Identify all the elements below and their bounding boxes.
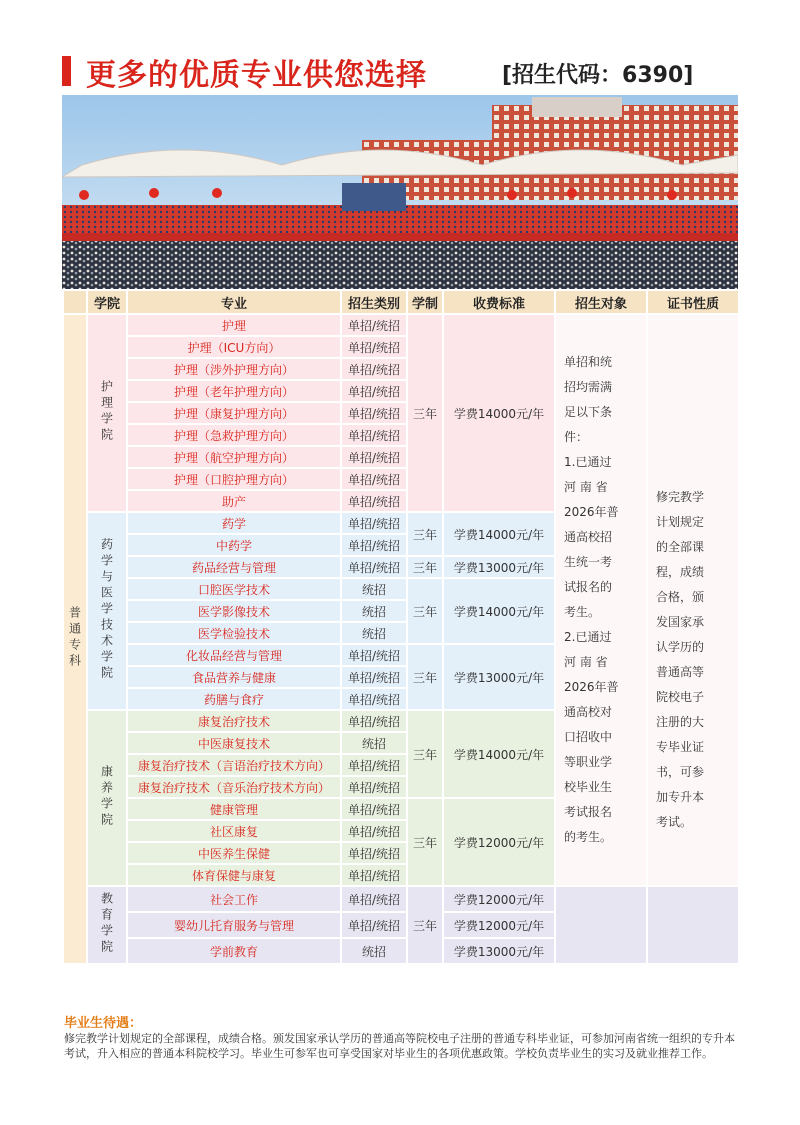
major-name: 学前教育 xyxy=(127,938,341,964)
major-name: 护理（ICU方向） xyxy=(127,336,341,358)
category: 统招 xyxy=(341,938,407,964)
duration-cell: 三年 xyxy=(407,512,443,556)
duration-cell: 三年 xyxy=(407,886,443,964)
category: 单招/统招 xyxy=(341,864,407,886)
page-header xyxy=(62,50,742,94)
fee-cell: 学费12000元/年 xyxy=(443,798,555,886)
col-header-college: 学院 xyxy=(87,290,127,314)
major-name: 药膳与食疗 xyxy=(127,688,341,710)
fee-cell: 学费12000元/年 xyxy=(443,912,555,938)
major-name: 口腔医学技术 xyxy=(127,578,341,600)
col-header-certificate: 证书性质 xyxy=(647,290,739,314)
fee-cell: 学费13000元/年 xyxy=(443,644,555,710)
category: 单招/统招 xyxy=(341,446,407,468)
target-cell xyxy=(555,314,647,886)
target-text: 单招和统 招均需满 足以下条 件： 1.已通过 河 南 省 2026年普 通高校招 生统一考 试报名的 考生。 2.已通过 河 南 省 2026年普 通高校对 口招收中 等职业学 校毕业生 考试报名 的考生。 xyxy=(564,355,619,844)
college-cell-nursing: 护理学院 xyxy=(87,314,127,512)
major-name: 药品经营与管理 xyxy=(127,556,341,578)
category: 单招/统招 xyxy=(341,468,407,490)
category: 单招/统招 xyxy=(341,424,407,446)
category: 单招/统招 xyxy=(341,336,407,358)
category: 单招/统招 xyxy=(341,490,407,512)
campus-ceremony-photo xyxy=(62,95,738,289)
major-name: 中医康复技术 xyxy=(127,732,341,754)
category: 单招/统招 xyxy=(341,402,407,424)
duration-cell: 三年 xyxy=(407,798,443,886)
category: 单招/统招 xyxy=(341,912,407,938)
table-header-row xyxy=(63,290,739,314)
category: 单招/统招 xyxy=(341,710,407,732)
major-name: 护理（航空护理方向） xyxy=(127,446,341,468)
major-name: 药学 xyxy=(127,512,341,534)
certificate-cell-empty xyxy=(647,886,739,964)
category: 单招/统招 xyxy=(341,314,407,336)
major-name: 护理（康复护理方向） xyxy=(127,402,341,424)
certificate-text: 修完教学 计划规定 的全部课 程，成绩 合格，颁 发国家承 认学历的 普通高等 院校电子 注册的大 专毕业证 书，可参 加专升本 考试。 xyxy=(656,490,705,829)
category: 单招/统招 xyxy=(341,776,407,798)
category: 单招/统招 xyxy=(341,842,407,864)
duration-cell: 三年 xyxy=(407,710,443,798)
major-name: 医学检验技术 xyxy=(127,622,341,644)
fee-cell: 学费13000元/年 xyxy=(443,556,555,578)
corner-cell xyxy=(63,290,87,314)
major-name: 社会工作 xyxy=(127,886,341,912)
duration-cell: 三年 xyxy=(407,556,443,578)
target-cell-empty xyxy=(555,886,647,964)
graduate-benefits-text: 修完教学计划规定的全部课程，成绩合格。颁发国家承认学历的普通高等院校电子注册的普通专科毕业证，可参加河南省统一组织的专升本考试，升入相应的普通本科院校学习。毕业生可参军也可享受国家对毕业生的各项优惠政策。学校负责毕业生的实习及就业推荐工作。 xyxy=(64,1032,735,1060)
col-header-category: 招生类别 xyxy=(341,290,407,314)
category: 单招/统招 xyxy=(341,380,407,402)
category: 单招/统招 xyxy=(341,688,407,710)
table-row xyxy=(63,886,739,912)
fee-cell: 学费14000元/年 xyxy=(443,512,555,556)
col-header-fee: 收费标准 xyxy=(443,290,555,314)
category: 统招 xyxy=(341,732,407,754)
fee-cell: 学费13000元/年 xyxy=(443,938,555,964)
major-name: 食品营养与健康 xyxy=(127,666,341,688)
major-name: 康复治疗技术（言语治疗技术方向） xyxy=(127,754,341,776)
category: 单招/统招 xyxy=(341,886,407,912)
graduate-benefits-title: 毕业生待遇： xyxy=(64,1016,143,1031)
table-row xyxy=(63,314,739,336)
major-name: 护理 xyxy=(127,314,341,336)
category: 统招 xyxy=(341,578,407,600)
major-name: 护理（急救护理方向） xyxy=(127,424,341,446)
majors-table xyxy=(62,289,740,965)
major-name: 中药学 xyxy=(127,534,341,556)
major-name: 社区康复 xyxy=(127,820,341,842)
major-name: 化妆品经营与管理 xyxy=(127,644,341,666)
program-type: 普通专科 xyxy=(67,605,82,670)
category: 单招/统招 xyxy=(341,512,407,534)
college-cell-education: 教育学院 xyxy=(87,886,127,964)
col-header-duration: 学制 xyxy=(407,290,443,314)
category: 单招/统招 xyxy=(341,534,407,556)
col-header-major: 专业 xyxy=(127,290,341,314)
enrollment-code: [招生代码：6390] xyxy=(502,63,694,88)
major-name: 助产 xyxy=(127,490,341,512)
major-name: 健康管理 xyxy=(127,798,341,820)
category: 单招/统招 xyxy=(341,754,407,776)
col-header-target: 招生对象 xyxy=(555,290,647,314)
duration-cell: 三年 xyxy=(407,314,443,512)
fee-cell: 学费12000元/年 xyxy=(443,886,555,912)
category: 单招/统招 xyxy=(341,358,407,380)
category: 单招/统招 xyxy=(341,644,407,666)
major-name: 护理（老年护理方向） xyxy=(127,380,341,402)
program-type-cell xyxy=(63,314,87,964)
major-name: 婴幼儿托育服务与管理 xyxy=(127,912,341,938)
major-name: 医学影像技术 xyxy=(127,600,341,622)
major-name: 中医养生保健 xyxy=(127,842,341,864)
fee-cell: 学费14000元/年 xyxy=(443,578,555,644)
fee-cell: 学费14000元/年 xyxy=(443,710,555,798)
page-title: 更多的优质专业供您选择 xyxy=(86,58,427,93)
certificate-cell xyxy=(647,314,739,886)
header-accent-bar xyxy=(62,56,71,86)
major-name: 康复治疗技术 xyxy=(127,710,341,732)
category: 单招/统招 xyxy=(341,556,407,578)
college-cell-rehab: 康养学院 xyxy=(87,710,127,886)
category: 单招/统招 xyxy=(341,666,407,688)
major-name: 护理（涉外护理方向） xyxy=(127,358,341,380)
major-name: 护理（口腔护理方向） xyxy=(127,468,341,490)
major-name: 体育保健与康复 xyxy=(127,864,341,886)
category: 单招/统招 xyxy=(341,820,407,842)
major-name: 康复治疗技术（音乐治疗技术方向） xyxy=(127,776,341,798)
duration-cell: 三年 xyxy=(407,578,443,644)
category: 统招 xyxy=(341,622,407,644)
category: 单招/统招 xyxy=(341,798,407,820)
fee-cell: 学费14000元/年 xyxy=(443,314,555,512)
category: 统招 xyxy=(341,600,407,622)
duration-cell: 三年 xyxy=(407,644,443,710)
college-cell-pharmacy: 药学与医学技术学院 xyxy=(87,512,127,710)
